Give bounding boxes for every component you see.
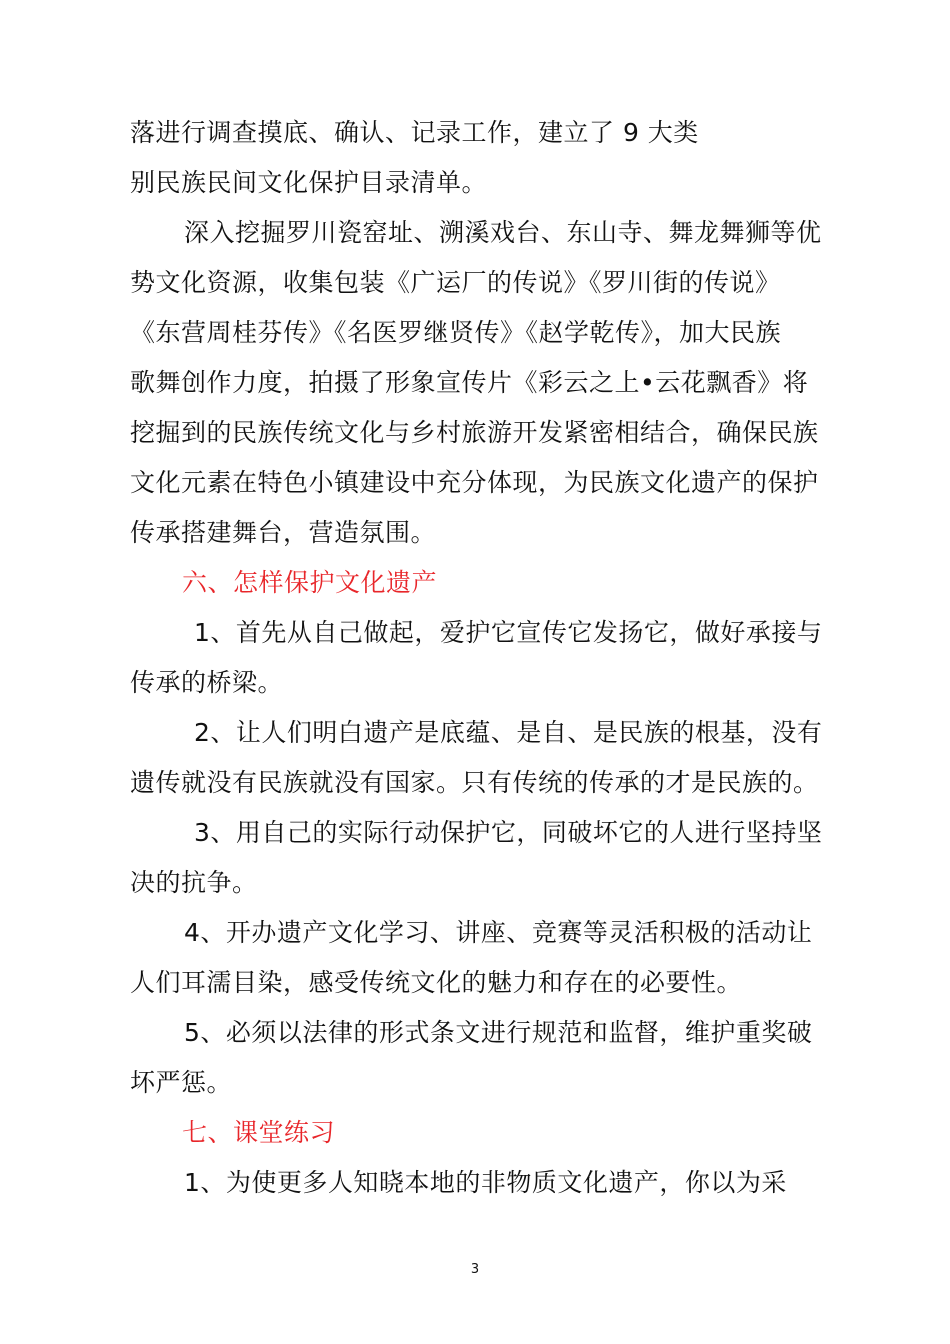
- paragraph-line: 深入挖掘罗川瓷窑址、溯溪戏台、东山寺、舞龙舞狮等优: [184, 218, 822, 247]
- list-item-line: 3、用自己的实际行动保护它，同破坏它的人进行坚持坚: [194, 818, 823, 847]
- list-item-line: 1、为使更多人知晓本地的非物质文化遗产，你以为采: [184, 1168, 787, 1197]
- list-item-line: 决的抗争。: [130, 868, 258, 897]
- paragraph-line: 《东营周桂芬传》《名医罗继贤传》《赵学乾传》，加大民族: [130, 318, 782, 347]
- paragraph-line: 别民族民间文化保护目录清单。: [130, 168, 488, 197]
- list-item-line: 坏严惩。: [130, 1068, 233, 1097]
- list-item-line: 1、首先从自己做起，爱护它宣传它发扬它，做好承接与: [194, 618, 823, 647]
- list-item-line: 遗传就没有民族就没有国家。只有传统的传承的才是民族的。: [130, 768, 819, 797]
- paragraph-line: 挖掘到的民族传统文化与乡村旅游开发紧密相结合，确保民族: [130, 418, 819, 447]
- list-item-line: 人们耳濡目染，感受传统文化的魅力和存在的必要性。: [130, 968, 743, 997]
- section-heading: 七、课堂练习: [182, 1118, 336, 1147]
- list-item-line: 传承的桥梁。: [130, 668, 284, 697]
- paragraph-line: 势文化资源，收集包装《广运厂的传说》《罗川街的传说》: [130, 268, 781, 297]
- paragraph-line: 传承搭建舞台，营造氛围。: [130, 518, 437, 547]
- paragraph-line: 文化元素在特色小镇建设中充分体现，为民族文化遗产的保护: [130, 468, 819, 497]
- list-item-line: 4、开办遗产文化学习、讲座、竞赛等灵活积极的活动让: [184, 918, 813, 947]
- list-item-line: 5、必须以法律的形式条文进行规范和监督，维护重奖破: [184, 1018, 813, 1047]
- paragraph-line: 歌舞创作力度，拍摄了形象宣传片《彩云之上•云花飘香》将: [130, 368, 809, 397]
- paragraph-line: 落进行调查摸底、确认、记录工作，建立了 9 大类: [130, 118, 699, 147]
- section-heading: 六、怎样保护文化遗产: [182, 568, 438, 597]
- page-number: 3: [470, 1262, 480, 1277]
- list-item-line: 2、让人们明白遗产是底蕴、是自、是民族的根基，没有: [194, 718, 823, 747]
